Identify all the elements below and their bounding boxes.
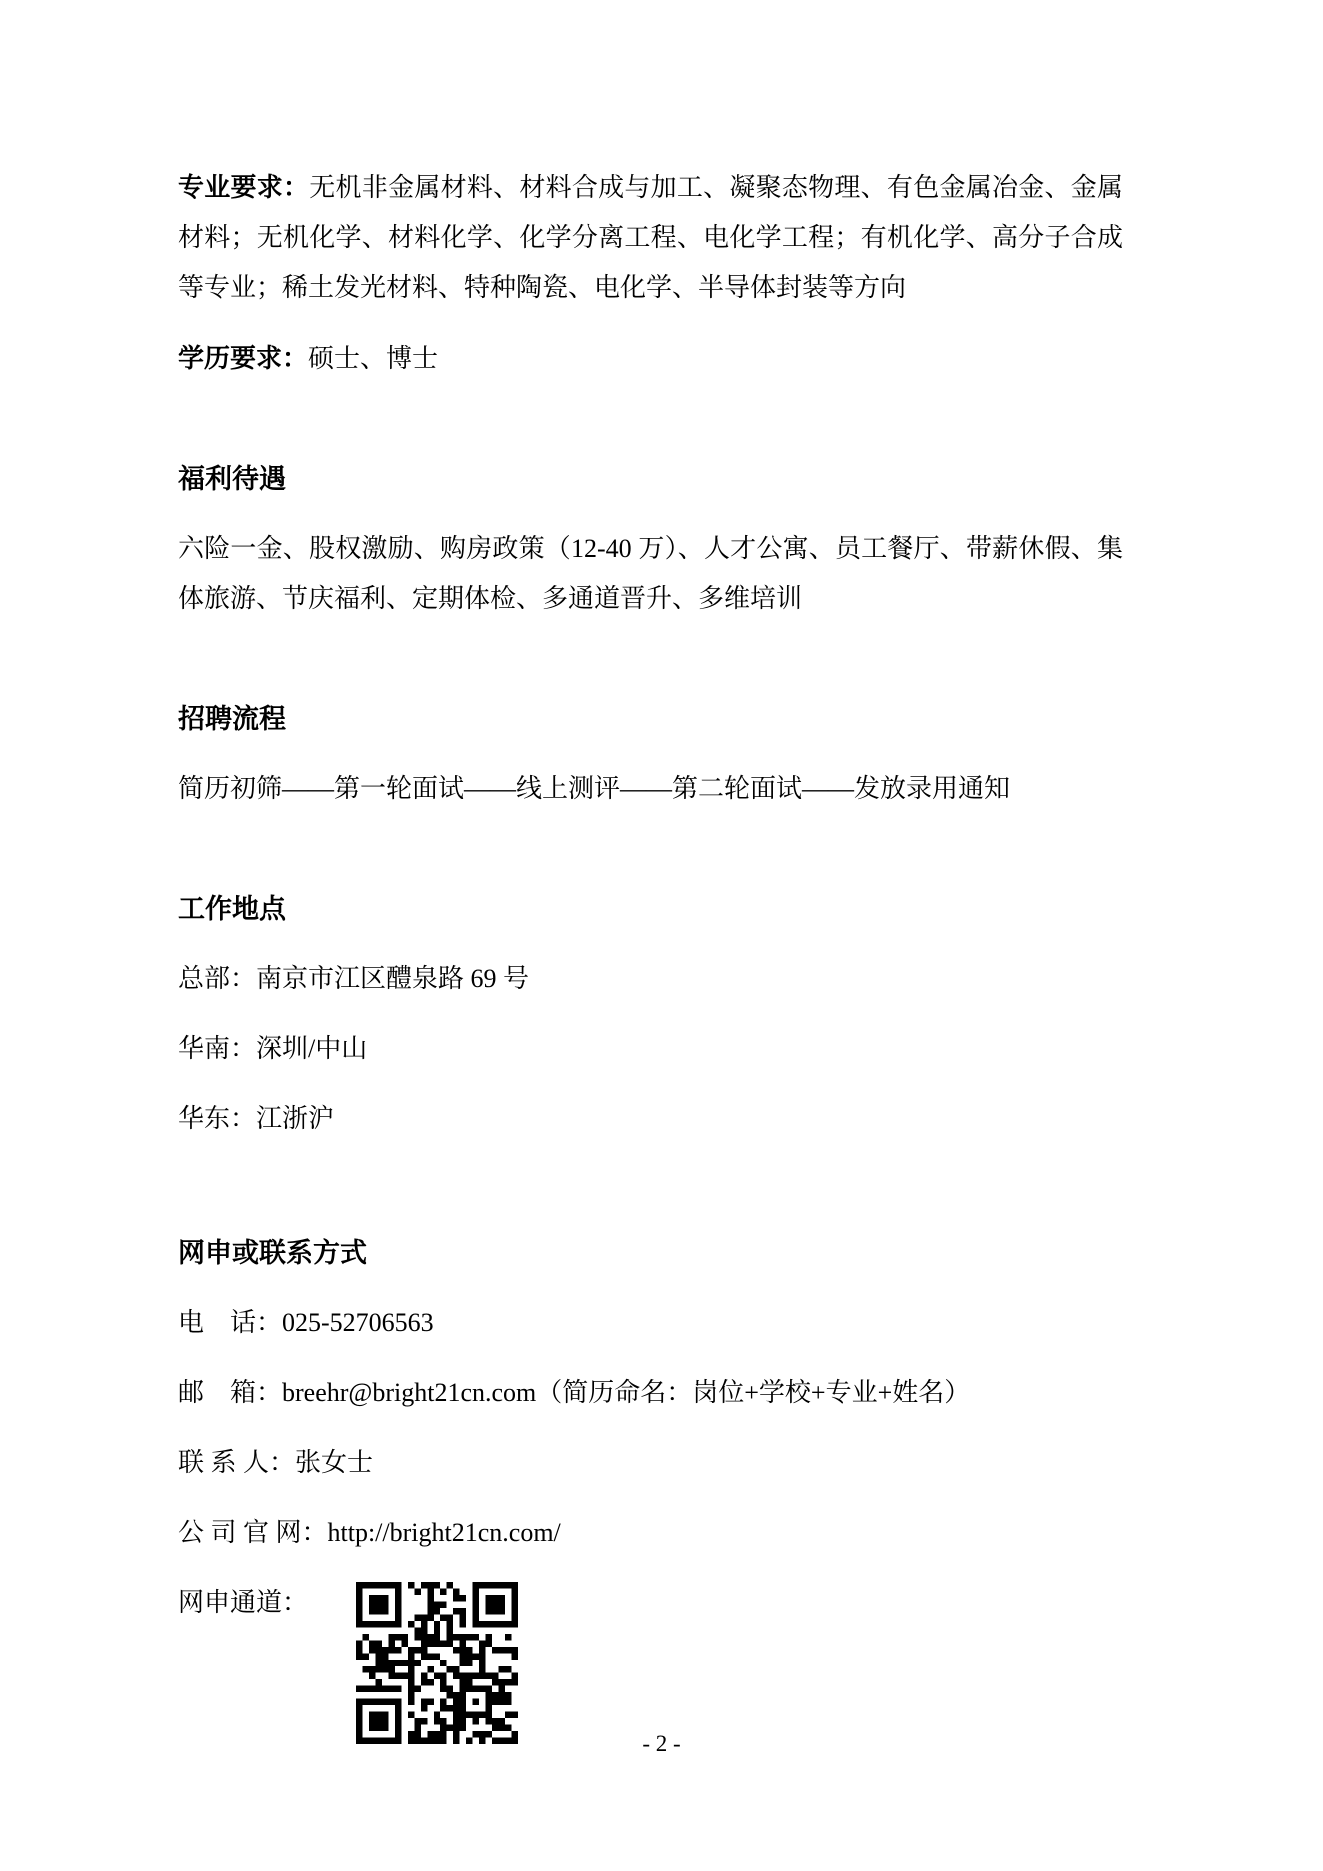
location-value: 江浙沪 <box>256 1104 335 1133</box>
location-label: 总部： <box>178 964 257 993</box>
location-item-headquarters <box>178 954 1123 1004</box>
website-value: http://bright21cn.com/ <box>327 1518 561 1547</box>
process-heading: 招聘流程 <box>178 704 286 734</box>
process-paragraph: 简历初筛——第一轮面试——线上测评——第二轮面试——发放录用通知 <box>178 774 1011 803</box>
email-label: 邮 箱： <box>178 1378 283 1407</box>
location-heading: 工作地点 <box>178 894 286 924</box>
degree-requirements-paragraph <box>178 333 1123 384</box>
benefits-paragraph: 六险一金、股权激励、购房政策（12-40 万）、人才公寓、员工餐厅、带薪休假、集体旅游、节庆福利、定期体检、多通道晋升、多维培训 <box>178 534 1123 613</box>
contact-person-label: 联 系 人： <box>178 1448 296 1477</box>
apply-channel-label: 网申通道： <box>178 1588 309 1617</box>
phone-label: 电 话： <box>178 1308 283 1337</box>
contact-email-row <box>178 1368 1123 1418</box>
benefits-heading: 福利待遇 <box>178 464 286 494</box>
contact-heading: 网申或联系方式 <box>178 1238 367 1268</box>
contact-apply-row <box>178 1578 1123 1744</box>
location-value: 深圳/中山 <box>256 1034 368 1063</box>
qr-code <box>356 1582 518 1744</box>
contact-website-row <box>178 1508 1123 1558</box>
page-number: - 2 - <box>642 1731 681 1756</box>
degree-requirements-label: 学历要求： <box>178 343 309 373</box>
location-item-east-china <box>178 1094 1123 1144</box>
email-value: breehr@bright21cn.com（简历命名：岗位+学校+专业+姓名） <box>282 1378 971 1407</box>
major-requirements-text: 无机非金属材料、材料合成与加工、凝聚态物理、有色金属冶金、金属材料；无机化学、材料化学、化学分离工程、电化学工程；有机化学、高分子合成等专业；稀土发光材料、特种陶瓷、电化学、半导体封装等方向 <box>178 173 1123 302</box>
location-value: 南京市江区醴泉路 69 号 <box>256 964 530 993</box>
location-label: 华南： <box>178 1034 257 1063</box>
major-requirements-label: 专业要求： <box>178 172 310 202</box>
contact-person-row <box>178 1438 1123 1488</box>
degree-requirements-text: 硕士、博士 <box>308 344 439 373</box>
major-requirements-paragraph <box>178 162 1123 313</box>
website-label: 公 司 官 网： <box>178 1518 328 1547</box>
location-label: 华东： <box>178 1104 257 1133</box>
phone-value: 025-52706563 <box>282 1308 434 1337</box>
location-item-south-china <box>178 1024 1123 1074</box>
contact-phone-row <box>178 1298 1123 1348</box>
contact-person-value: 张女士 <box>295 1448 374 1477</box>
document-content <box>178 162 1123 1764</box>
